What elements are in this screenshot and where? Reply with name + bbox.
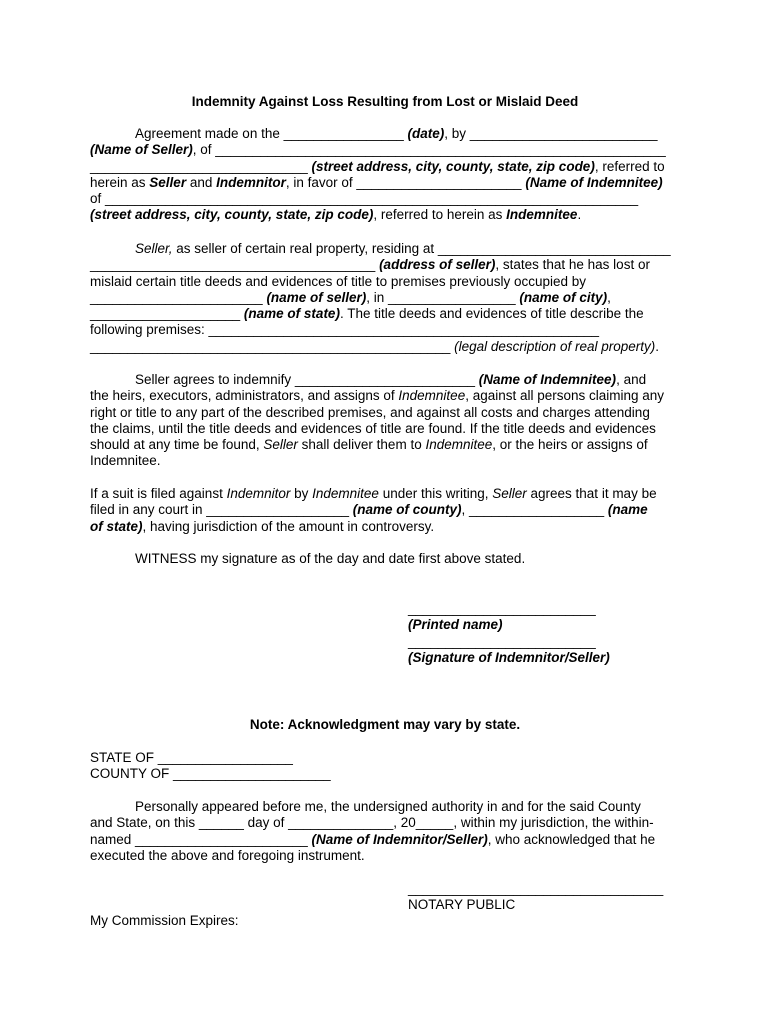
printed-name-label: (Printed name) — [408, 617, 503, 633]
text-line: herein as Seller and Indemnitor, in favor of ______________________ (Name of Indemnitee) — [90, 174, 663, 190]
text-line: the claims, until the title deeds and evidences of title are found. If the title deeds and evidences — [90, 420, 656, 436]
text-line: Seller, as seller of certain real property, residing at _______________________________ — [135, 241, 671, 256]
venue-block — [90, 750, 690, 783]
seller-paragraph — [90, 241, 690, 355]
document-title: Indemnity Against Loss Resulting from Lost or Mislaid Deed — [191, 94, 579, 109]
commission-block — [90, 913, 690, 929]
text-line: right or title to any part of the described premises, and against all costs and charges attending — [90, 404, 650, 420]
text-line: Indemnitee. — [90, 453, 161, 469]
text-line: following premises: ____________________________________________________ — [90, 322, 599, 338]
acknowledgment-paragraph — [90, 799, 690, 864]
text-line: Seller agrees to indemnify ________________________ (Name of Indemnitee), and — [135, 372, 647, 387]
witness-paragraph — [90, 551, 690, 567]
text-line: of state), having jurisdiction of the amount in controversy. — [90, 518, 435, 534]
text-line: (Name of Seller), of ____________________________________________________________ — [90, 142, 666, 158]
county-line: COUNTY OF _____________________ — [90, 766, 331, 782]
text-line: should at any time be found, Seller shall deliver them to Indemnitee, or the heirs or assigns of — [90, 437, 648, 453]
agreement-paragraph — [90, 126, 690, 224]
text-line: named _______________________ (Name of Indemnitor/Seller), who acknowledged that he — [90, 831, 656, 847]
suit-paragraph — [90, 486, 690, 535]
text-line: ____________________ (name of state). The title deeds and evidences of title describe the — [90, 306, 644, 322]
signature-block — [408, 601, 688, 666]
commission-expires: My Commission Expires: — [90, 913, 239, 928]
text-line: If a suit is filed against Indemnitor by Indemnitee under this writing, Seller agrees that it may be — [90, 486, 657, 501]
text-line: and State, on this ______ day of ______________, 20_____, within my jurisdiction, the within- — [90, 815, 654, 831]
text-line: WITNESS my signature as of the day and date first above stated. — [135, 551, 526, 566]
text-line: mislaid certain title deeds and evidences of title to premises previously occupied by — [90, 273, 587, 289]
text-line: _____________________________ (street address, city, county, state, zip code), referred to — [90, 158, 665, 174]
state-line: STATE OF __________________ — [90, 750, 293, 765]
text-line: ______________________________________ (address of seller), states that he has lost or — [90, 257, 650, 273]
text-line: filed in any court in ___________________ (name of county), __________________ (name — [90, 502, 648, 518]
text-line: _______________________ (name of seller), in _________________ (name of city), — [90, 289, 611, 305]
text-line: the heirs, executors, administrators, and assigns of Indemnitee, against all persons claiming any — [90, 388, 665, 404]
printed-name-line: _________________________ — [408, 601, 596, 616]
notary-signature-line: __________________________________ — [408, 881, 664, 896]
text-line: executed the above and foregoing instrument. — [90, 847, 365, 863]
text-line: of _______________________________________________________________________ — [90, 191, 639, 207]
signature-label: (Signature of Indemnitor/Seller) — [408, 649, 610, 665]
text-line: ________________________________________________ (legal description of real property). — [90, 338, 660, 354]
text-line: (street address, city, county, state, zip code), referred to herein as Indemnitee. — [90, 207, 582, 223]
signature-line: _________________________ — [408, 633, 596, 649]
notary-block — [408, 881, 688, 914]
acknowledgment-note: Note: Acknowledgment may vary by state. — [249, 717, 521, 732]
text-line: Personally appeared before me, the undersigned authority in and for the said County — [135, 799, 641, 814]
text-line: Agreement made on the ________________ (date), by _________________________ — [135, 126, 658, 141]
notary-label: NOTARY PUBLIC — [408, 897, 516, 913]
indemnify-paragraph — [90, 372, 690, 470]
